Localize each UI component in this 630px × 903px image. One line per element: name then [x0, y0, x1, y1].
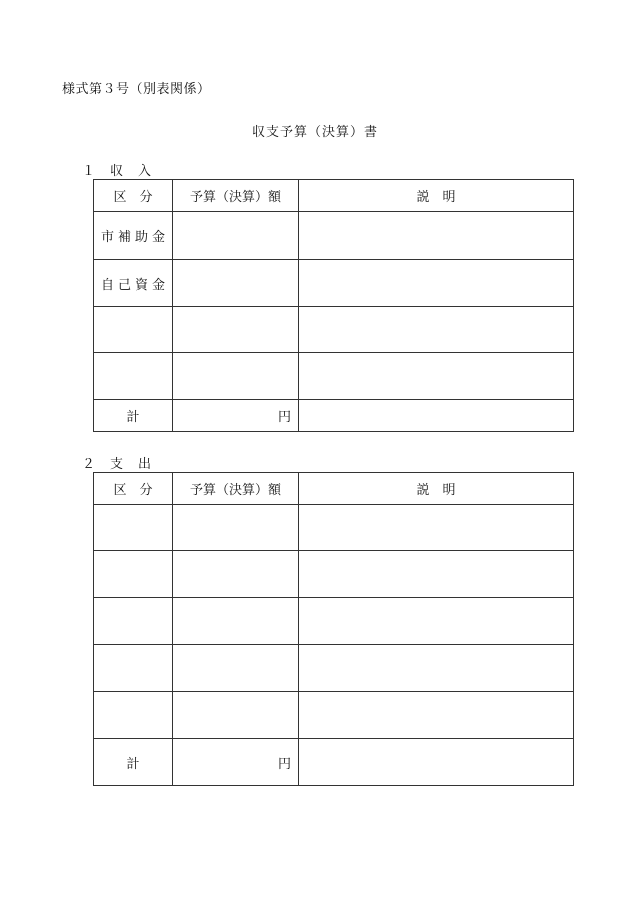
income-description-cell[interactable]	[299, 212, 574, 260]
expense-table	[93, 472, 574, 786]
income-total-description[interactable]	[299, 400, 574, 432]
expense-header-description: 説 明	[299, 473, 574, 505]
expense-row	[94, 692, 574, 739]
expense-description-cell[interactable]	[299, 598, 574, 645]
expense-amount-cell[interactable]	[173, 645, 299, 692]
income-category-cell[interactable]	[94, 353, 173, 400]
expense-category-cell[interactable]	[94, 692, 173, 739]
expense-amount-cell[interactable]	[173, 505, 299, 551]
expense-row	[94, 645, 574, 692]
document-title: 収支予算（決算）書	[251, 125, 378, 140]
expense-amount-cell[interactable]	[173, 551, 299, 598]
income-header-description: 説 明	[299, 180, 574, 212]
expense-description-cell[interactable]	[299, 692, 574, 739]
income-category-cell: 市補助金	[94, 212, 173, 260]
expense-header-row	[94, 473, 574, 505]
income-description-cell[interactable]	[299, 353, 574, 400]
expense-row	[94, 505, 574, 551]
income-header-amount: 予算（決算）額	[173, 180, 299, 212]
expense-category-cell[interactable]	[94, 645, 173, 692]
expense-total-row	[94, 739, 574, 786]
expense-description-cell[interactable]	[299, 551, 574, 598]
expense-category-cell[interactable]	[94, 598, 173, 645]
expense-total-label: 計	[94, 739, 173, 786]
expense-amount-cell[interactable]	[173, 692, 299, 739]
income-category-cell: 自己資金	[94, 260, 173, 307]
income-row	[94, 307, 574, 353]
expense-description-cell[interactable]	[299, 645, 574, 692]
income-category-cell[interactable]	[94, 307, 173, 353]
income-total-label: 計	[94, 400, 173, 432]
expense-total-description[interactable]	[299, 739, 574, 786]
income-amount-cell[interactable]	[173, 307, 299, 353]
income-amount-cell[interactable]	[173, 212, 299, 260]
income-description-cell[interactable]	[299, 260, 574, 307]
income-table	[93, 179, 574, 432]
income-row	[94, 260, 574, 307]
expense-total-amount[interactable]: 円	[173, 739, 299, 786]
income-section-heading: １ 収 入	[82, 164, 153, 179]
income-header-row	[94, 180, 574, 212]
expense-category-cell[interactable]	[94, 551, 173, 598]
income-total-amount[interactable]: 円	[173, 400, 299, 432]
expense-description-cell[interactable]	[299, 505, 574, 551]
expense-header-amount: 予算（決算）額	[173, 473, 299, 505]
expense-header-category: 区 分	[94, 473, 173, 505]
expense-category-cell[interactable]	[94, 505, 173, 551]
income-row	[94, 212, 574, 260]
expense-amount-cell[interactable]	[173, 598, 299, 645]
income-amount-cell[interactable]	[173, 260, 299, 307]
income-header-category: 区 分	[94, 180, 173, 212]
income-total-row	[94, 400, 574, 432]
income-row	[94, 353, 574, 400]
income-amount-cell[interactable]	[173, 353, 299, 400]
expense-row	[94, 598, 574, 645]
expense-section-heading: ２ 支 出	[82, 457, 153, 472]
expense-row	[94, 551, 574, 598]
income-description-cell[interactable]	[299, 307, 574, 353]
form-number: 様式第３号（別表関係）	[62, 82, 211, 97]
